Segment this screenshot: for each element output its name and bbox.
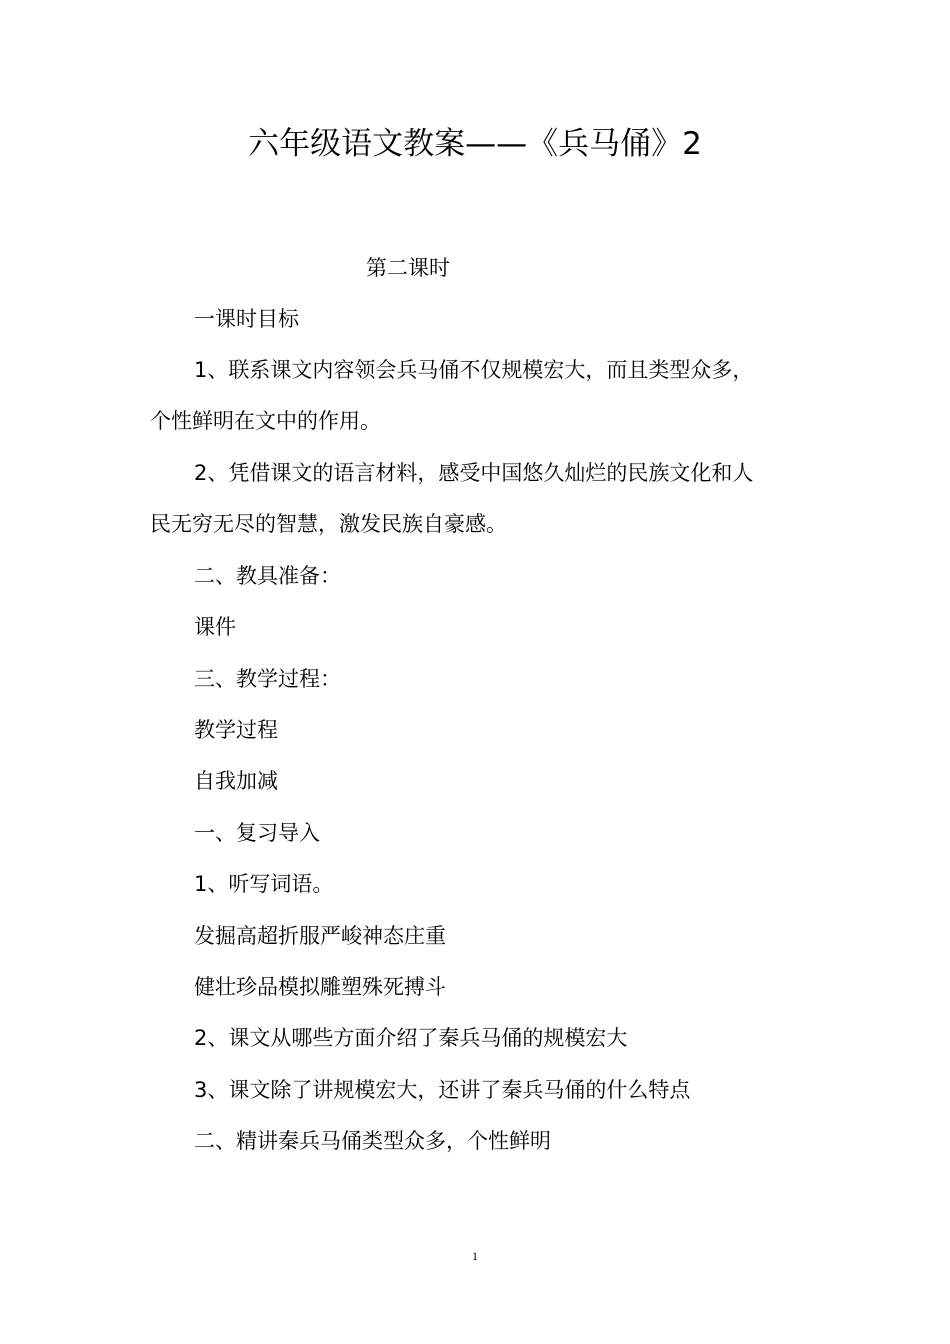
section-objectives: 一课时目标 bbox=[194, 307, 299, 331]
process-heading: 教学过程 bbox=[194, 718, 278, 742]
objective-1-line-2: 个性鲜明在文中的作用。 bbox=[150, 409, 381, 433]
materials-item: 课件 bbox=[194, 615, 236, 639]
section-process: 三、教学过程： bbox=[194, 667, 341, 691]
section-materials: 二、教具准备： bbox=[194, 564, 341, 588]
lesson-period: 第二课时 bbox=[366, 256, 450, 280]
review-question-2: 2、课文从哪些方面介绍了秦兵马俑的规模宏大 bbox=[194, 1026, 628, 1050]
word-list-2: 健壮珍品模拟雕塑殊死搏斗 bbox=[194, 975, 446, 999]
dictation-item: 1、听写词语。 bbox=[194, 872, 334, 896]
review-question-3: 3、课文除了讲规模宏大，还讲了秦兵马俑的什么特点 bbox=[194, 1078, 691, 1102]
section-detailed-lesson: 二、精讲秦兵马俑类型众多，个性鲜明 bbox=[194, 1129, 551, 1153]
objective-2-line-1: 2、凭借课文的语言材料，感受中国悠久灿烂的民族文化和人 bbox=[194, 461, 754, 485]
word-list-1: 发掘高超折服严峻神态庄重 bbox=[194, 924, 446, 948]
self-adjust-heading: 自我加减 bbox=[194, 769, 278, 793]
document-title: 六年级语文教案——《兵马俑》2 bbox=[248, 126, 702, 162]
objective-1-line-1: 1、联系课文内容领会兵马俑不仅规模宏大，而且类型众多， bbox=[194, 358, 754, 382]
objective-2-line-2: 民无穷无尽的智慧，激发民族自豪感。 bbox=[150, 512, 507, 536]
review-heading: 一、复习导入 bbox=[194, 821, 320, 845]
page-number: 1 bbox=[472, 1249, 478, 1263]
